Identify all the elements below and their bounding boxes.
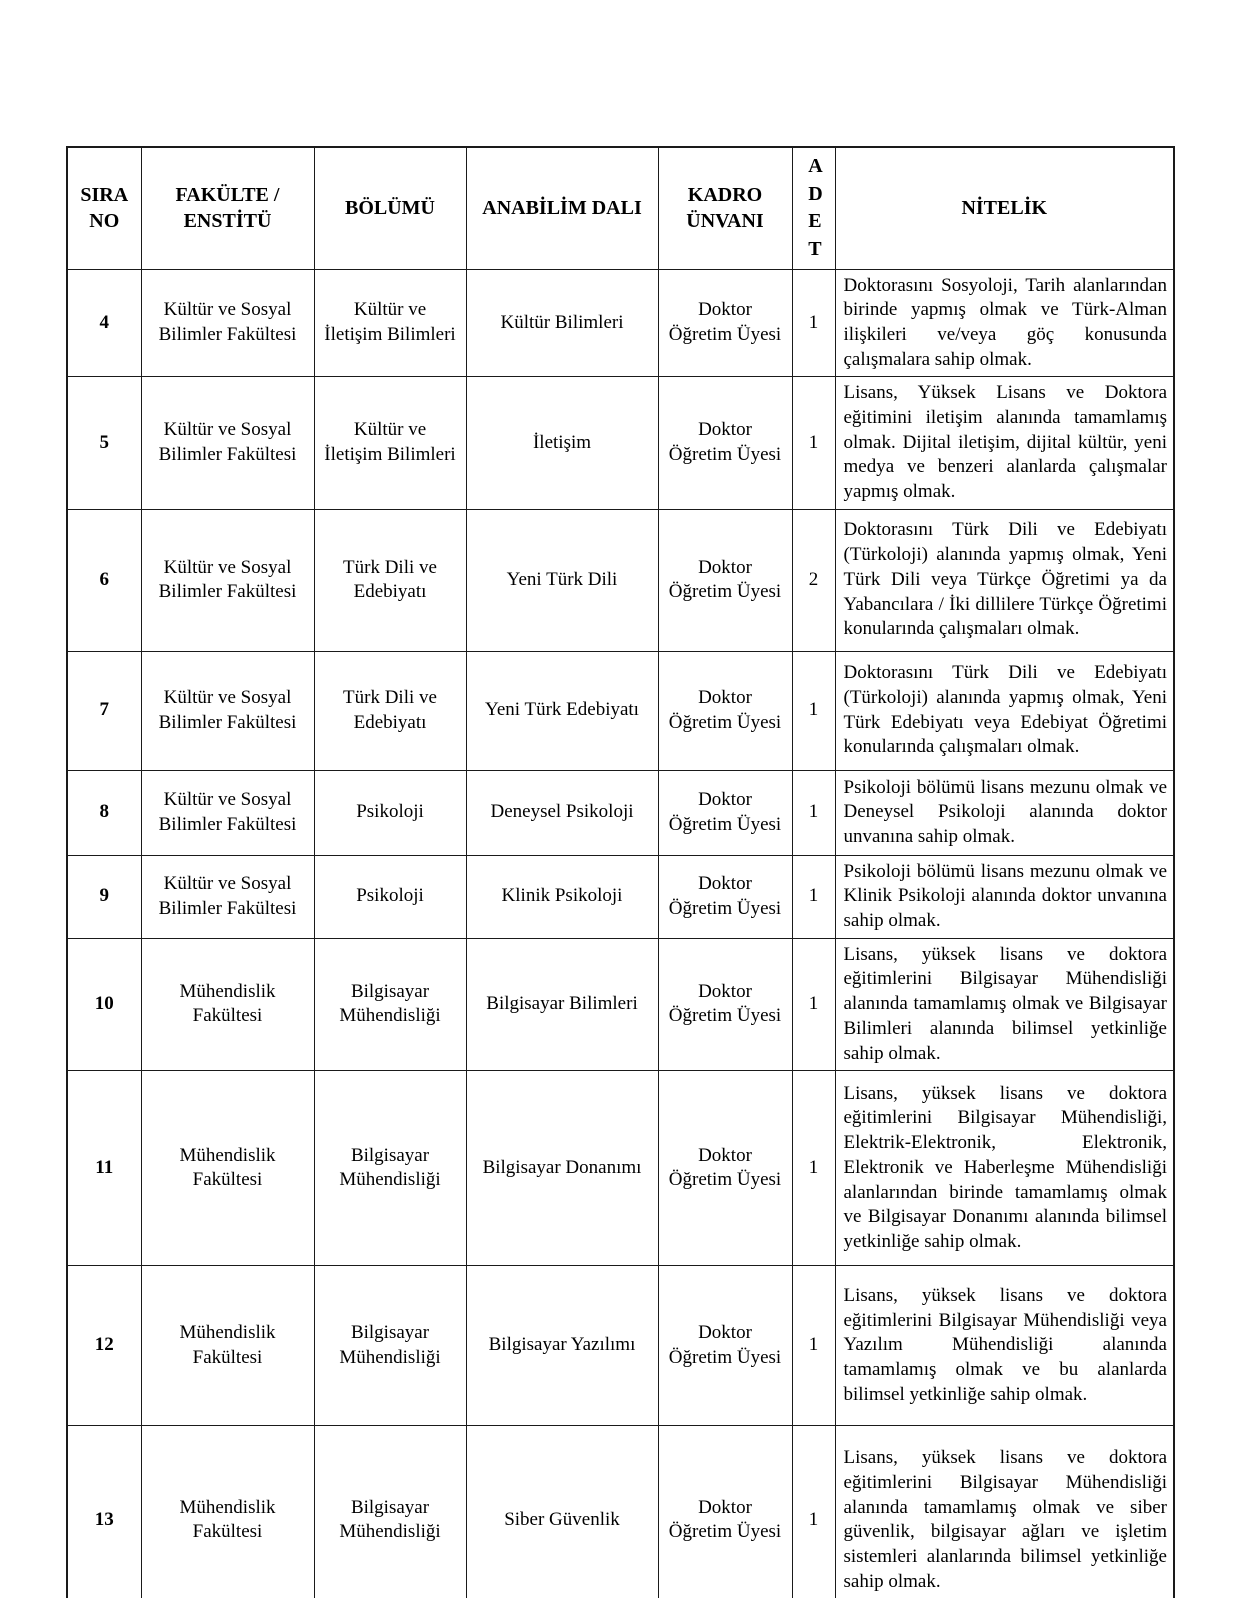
- table-row: [67, 651, 1174, 770]
- cell-sira-no: [67, 1266, 141, 1426]
- cell-text: Bilgisayar Mühendisliği: [339, 980, 441, 1027]
- cell-text: 6: [99, 568, 109, 590]
- cell-text: 1: [808, 699, 819, 721]
- cell-fakulte: [141, 938, 314, 1070]
- cell-sira-no: [67, 651, 141, 770]
- cell-text: Kültür ve İletişim Bilimleri: [324, 299, 456, 345]
- cell-text: 1: [808, 801, 819, 823]
- cell-nitelik: [835, 1426, 1174, 1598]
- cell-text: 1: [808, 993, 819, 1015]
- cell-text: Psikoloji bölümü lisans mezunu olmak ve Klinik Psikoloji alanında doktor unvanına sahip olmak.: [843, 860, 1167, 932]
- cell-fakulte: [141, 377, 314, 509]
- cell-bolumu: [314, 1266, 466, 1426]
- cell-kadro-unvani: [658, 1426, 792, 1598]
- cell-text: Klinik Psikoloji: [501, 885, 623, 907]
- cell-text: Kültür ve Sosyal Bilimler Fakültesi: [158, 556, 297, 603]
- column-header-label: BÖLÜMÜ: [345, 197, 435, 220]
- cell-text: Siber Güvenlik: [504, 1509, 620, 1531]
- cell-anabilim-dali: [466, 377, 658, 509]
- cell-anabilim-dali: [466, 855, 658, 938]
- cell-nitelik: [835, 269, 1174, 377]
- cell-text: 4: [99, 311, 109, 333]
- cell-text: Kültür ve Sosyal Bilimler Fakültesi: [158, 299, 297, 345]
- cell-adet: [792, 1266, 835, 1426]
- cell-nitelik: [835, 1071, 1174, 1266]
- cell-anabilim-dali: [466, 651, 658, 770]
- cell-text: 1: [808, 431, 819, 453]
- cell-text: Mühendislik Fakültesi: [179, 1144, 276, 1191]
- cell-adet: [792, 770, 835, 855]
- cell-text: 7: [99, 699, 109, 721]
- cell-text: Mühendislik Fakültesi: [179, 1496, 276, 1543]
- cell-nitelik: [835, 509, 1174, 651]
- cell-text: 2: [808, 568, 819, 590]
- cell-text: Kültür Bilimleri: [500, 311, 624, 333]
- cell-bolumu: [314, 377, 466, 509]
- cell-text: Bilgisayar Yazılımı: [488, 1334, 636, 1356]
- column-header-anabilim-dali: [466, 147, 658, 269]
- table-row: [67, 855, 1174, 938]
- cell-kadro-unvani: [658, 1071, 792, 1266]
- cell-text: Bilgisayar Mühendisliği: [339, 1144, 441, 1191]
- cell-text: Kültür ve Sosyal Bilimler Fakültesi: [158, 419, 297, 465]
- cell-text: 9: [99, 885, 109, 907]
- cell-text: Lisans, yüksek lisans ve doktora eğitimlerini Bilgisayar Mühendisliği veya Yazılım Mühendisliği alanında tamamlamış olmak ve bu alanlarda bilimsel yetkinliğe sahip olmak.: [843, 1284, 1167, 1405]
- cell-fakulte: [141, 1071, 314, 1266]
- column-header-nitelik: [835, 147, 1174, 269]
- cell-bolumu: [314, 855, 466, 938]
- cell-nitelik: [835, 1266, 1174, 1426]
- cell-text: 5: [99, 431, 109, 453]
- cell-fakulte: [141, 770, 314, 855]
- cell-text: Mühendislik Fakültesi: [179, 980, 276, 1027]
- cell-kadro-unvani: [658, 770, 792, 855]
- cell-text: Lisans, yüksek lisans ve doktora eğitimlerini Bilgisayar Mühendisliği alanında tamamlamış olmak ve Bilgisayar Bilimleri alanında bilimsel yetkinliğe sahip olmak.: [843, 943, 1167, 1064]
- cell-kadro-unvani: [658, 855, 792, 938]
- cell-anabilim-dali: [466, 1426, 658, 1598]
- cell-sira-no: [67, 1071, 141, 1266]
- cell-adet: [792, 1071, 835, 1266]
- cell-adet: [792, 651, 835, 770]
- column-header-label: ADET: [808, 155, 823, 260]
- cell-text: Doktor Öğretim Üyesi: [668, 1322, 782, 1368]
- cell-adet: [792, 377, 835, 509]
- cell-text: Psikoloji: [356, 801, 424, 823]
- cell-text: Bilgisayar Bilimleri: [486, 993, 638, 1015]
- cell-fakulte: [141, 1266, 314, 1426]
- cell-text: Doktor Öğretim Üyesi: [668, 419, 782, 465]
- cell-text: Kültür ve Sosyal Bilimler Fakültesi: [158, 687, 297, 733]
- table-row: [67, 509, 1174, 651]
- cell-bolumu: [314, 938, 466, 1070]
- cell-text: Doktor Öğretim Üyesi: [668, 556, 782, 603]
- cell-nitelik: [835, 651, 1174, 770]
- cell-sira-no: [67, 770, 141, 855]
- cell-text: Doktor Öğretim Üyesi: [668, 873, 782, 919]
- cell-sira-no: [67, 855, 141, 938]
- cell-bolumu: [314, 651, 466, 770]
- cell-text: Bilgisayar Donanımı: [482, 1156, 642, 1178]
- cell-text: Doktor Öğretim Üyesi: [668, 1496, 782, 1543]
- cell-text: 8: [99, 801, 109, 823]
- cell-text: İletişim: [532, 431, 592, 453]
- cell-sira-no: [67, 377, 141, 509]
- cell-nitelik: [835, 938, 1174, 1070]
- table-row: [67, 770, 1174, 855]
- cell-text: Doktorasını Türk Dili ve Edebiyatı (Türkoloji) alanında yapmış olmak, Yeni Türk Edebiyatı veya Edebiyat Öğretimi konularında çalışmaları olmak.: [843, 662, 1167, 758]
- cell-bolumu: [314, 770, 466, 855]
- cell-text: Doktor Öğretim Üyesi: [668, 789, 782, 835]
- cell-anabilim-dali: [466, 1071, 658, 1266]
- cell-anabilim-dali: [466, 509, 658, 651]
- cell-text: Bilgisayar Mühendisliği: [339, 1322, 441, 1368]
- cell-fakulte: [141, 509, 314, 651]
- cell-fakulte: [141, 269, 314, 377]
- cell-text: Lisans, yüksek lisans ve doktora eğitimlerini Bilgisayar Mühendisliği alanında tamamlamış olmak ve siber güvenlik, bilgisayar ağları ve işletim sistemleri alanlarında bilimsel yetkinliğe sahip olmak.: [843, 1447, 1167, 1592]
- column-header-label: ANABİLİM DALI: [482, 197, 642, 220]
- cell-text: 1: [808, 1156, 819, 1178]
- cell-text: Türk Dili ve Edebiyatı: [343, 687, 437, 733]
- cell-adet: [792, 938, 835, 1070]
- cell-text: 13: [94, 1509, 114, 1531]
- cell-text: Lisans, Yüksek Lisans ve Doktora eğitimini iletişim alanında tamamlamış olmak. Dijital iletişim, dijital kültür, yeni medya ve benzeri alanlarda çalışmalar yapmış olmak.: [843, 382, 1167, 502]
- cell-adet: [792, 509, 835, 651]
- column-header-bolumu: [314, 147, 466, 269]
- header-row: [67, 147, 1174, 269]
- cell-text: Psikoloji bölümü lisans mezunu olmak ve Deneysel Psikoloji alanında doktor unvanına sahip olmak.: [843, 776, 1167, 848]
- cell-text: 1: [808, 1334, 819, 1356]
- cell-adet: [792, 855, 835, 938]
- column-header-label: NİTELİK: [961, 197, 1048, 220]
- cell-bolumu: [314, 1071, 466, 1266]
- cell-kadro-unvani: [658, 509, 792, 651]
- table-row: [67, 269, 1174, 377]
- cell-fakulte: [141, 651, 314, 770]
- cell-text: 1: [808, 1509, 819, 1531]
- cell-bolumu: [314, 269, 466, 377]
- cell-adet: [792, 269, 835, 377]
- column-header-fakulte: [141, 147, 314, 269]
- cell-text: Doktor Öğretim Üyesi: [668, 687, 782, 733]
- cell-text: Doktorasını Sosyoloji, Tarih alanlarından birinde yapmış olmak ve Türk-Alman ilişkileri ve/veya göç konusunda çalışmalara sahip olmak.: [843, 274, 1167, 370]
- cell-anabilim-dali: [466, 269, 658, 377]
- cell-kadro-unvani: [658, 1266, 792, 1426]
- column-header-label: FAKÜLTE / ENSTİTÜ: [175, 184, 280, 233]
- cell-text: Türk Dili ve Edebiyatı: [343, 556, 437, 603]
- cell-anabilim-dali: [466, 938, 658, 1070]
- cell-fakulte: [141, 855, 314, 938]
- cell-text: Yeni Türk Edebiyatı: [485, 699, 639, 721]
- cell-sira-no: [67, 509, 141, 651]
- academic-positions-table: [66, 146, 1175, 1598]
- cell-text: 11: [95, 1156, 114, 1178]
- column-header-adet: [792, 147, 835, 269]
- column-header-sira-no: [67, 147, 141, 269]
- column-header-kadro-unvani: [658, 147, 792, 269]
- cell-kadro-unvani: [658, 651, 792, 770]
- cell-text: 10: [94, 993, 114, 1015]
- cell-text: Lisans, yüksek lisans ve doktora eğitimlerini Bilgisayar Mühendisliği, Elektrik-Elektronik, Elektronik, Elektronik ve Haberleşme Mühendisliği alanlarından birinde tamamlamış olmak ve Bilgisayar Donanımı alanında bilimsel yetkinliğe sahip olmak.: [843, 1082, 1167, 1252]
- table-row: [67, 1426, 1174, 1598]
- cell-text: Doktor Öğretim Üyesi: [668, 980, 782, 1027]
- cell-kadro-unvani: [658, 938, 792, 1070]
- cell-text: Yeni Türk Dili: [506, 568, 618, 590]
- cell-sira-no: [67, 269, 141, 377]
- cell-text: 1: [808, 885, 819, 907]
- column-header-label: KADRO ÜNVANI: [686, 184, 764, 233]
- table-row: [67, 938, 1174, 1070]
- cell-adet: [792, 1426, 835, 1598]
- cell-text: Psikoloji: [356, 885, 424, 907]
- cell-text: 12: [94, 1334, 114, 1356]
- cell-kadro-unvani: [658, 377, 792, 509]
- cell-bolumu: [314, 1426, 466, 1598]
- cell-nitelik: [835, 377, 1174, 509]
- cell-anabilim-dali: [466, 1266, 658, 1426]
- cell-nitelik: [835, 855, 1174, 938]
- cell-text: Kültür ve İletişim Bilimleri: [324, 419, 456, 465]
- cell-text: Doktor Öğretim Üyesi: [668, 299, 782, 345]
- cell-text: Deneysel Psikoloji: [490, 801, 634, 823]
- cell-sira-no: [67, 938, 141, 1070]
- cell-text: Kültür ve Sosyal Bilimler Fakültesi: [158, 789, 297, 835]
- cell-text: Doktorasını Türk Dili ve Edebiyatı (Türkoloji) alanında yapmış olmak, Yeni Türk Dili veya Türkçe Öğretimi ya da Yabancılara / İki dillilere Türkçe Öğretimi konularında çalışmaları olmak.: [843, 519, 1167, 640]
- table-row: [67, 1071, 1174, 1266]
- cell-kadro-unvani: [658, 269, 792, 377]
- cell-anabilim-dali: [466, 770, 658, 855]
- cell-text: Kültür ve Sosyal Bilimler Fakültesi: [158, 873, 297, 919]
- cell-text: Bilgisayar Mühendisliği: [339, 1496, 441, 1543]
- table-row: [67, 377, 1174, 509]
- cell-nitelik: [835, 770, 1174, 855]
- cell-text: Doktor Öğretim Üyesi: [668, 1144, 782, 1191]
- cell-text: 1: [808, 311, 819, 333]
- cell-bolumu: [314, 509, 466, 651]
- cell-text: Mühendislik Fakültesi: [179, 1322, 276, 1368]
- column-header-label: SIRA NO: [80, 184, 129, 233]
- cell-fakulte: [141, 1426, 314, 1598]
- cell-sira-no: [67, 1426, 141, 1598]
- table-row: [67, 1266, 1174, 1426]
